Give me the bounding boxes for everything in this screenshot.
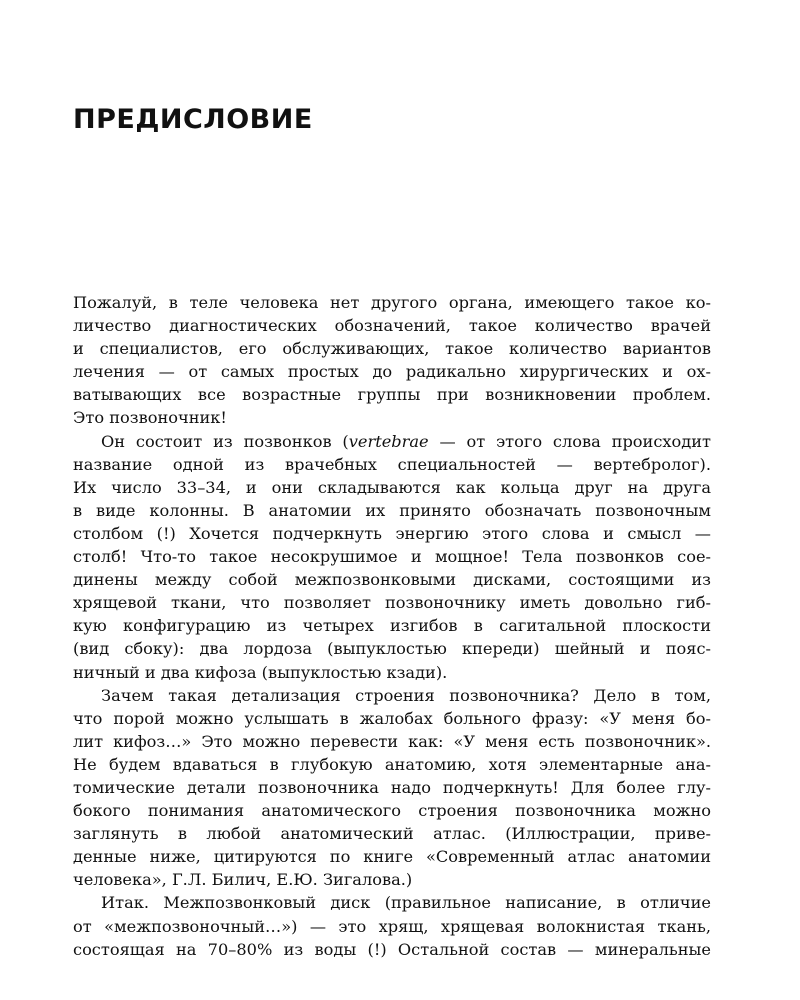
text-line: Их число 33–34, и они складываются как кольца друг на друга	[73, 477, 711, 497]
text-line: от «межпозвоночный…») — это хрящ, хрящевая волокнистая ткань,	[73, 916, 711, 936]
text-segment: Он состоит из позвонков (	[101, 431, 349, 451]
text-line: хрящевой ткани, что позволяет позвоночнику иметь довольно гиб-	[73, 593, 711, 613]
paragraph-4	[73, 891, 711, 960]
text-line: личество диагностических обозначений, такое количество врачей	[73, 316, 711, 336]
text-line: человека», Г.Л. Билич, Е.Ю. Зигалова.)	[73, 870, 413, 890]
body-text	[73, 291, 711, 961]
text-line: кую конфигурацию из четырех изгибов в сагитальной плоскости	[73, 616, 711, 636]
text-line: заглянуть в любой анатомический атлас. (Иллюстрации, приве-	[73, 824, 711, 844]
text-line: в виде колонны. В анатомии их принято обозначать позвоночным	[73, 500, 711, 520]
text-line: столб! Что-то такое несокрушимое и мощное! Тела позвонков сое-	[73, 547, 711, 567]
text-line: состоящая на 70–80% из воды (!) Остальной состав — минеральные	[73, 939, 711, 959]
text-line: томические детали позвоночника надо подчеркнуть! Для более глу-	[73, 777, 711, 797]
text-line: лечения — от самых простых до радикально хирургических и ох-	[73, 362, 711, 382]
text-line: что порой можно услышать в жалобах больного фразу: «У меня бо-	[73, 708, 711, 728]
text-segment: — от этого слова происходит	[428, 431, 711, 451]
text-line: (вид сбоку): два лордоза (выпуклостью кпереди) шейный и пояс-	[73, 639, 711, 659]
text-line: ватывающих все возрастные группы при возникновении проблем.	[73, 385, 711, 405]
text-line: Зачем такая детализация строения позвоночника? Дело в том,	[101, 685, 711, 705]
text-line: Не будем вдаваться в глубокую анатомию, хотя элементарные ана-	[73, 754, 711, 774]
text-line: ничный и два кифоза (выпуклостью кзади).	[73, 662, 448, 682]
latin-term: vertebrae	[348, 431, 429, 451]
paragraph-3	[73, 684, 711, 892]
text-line: столбом (!) Хочется подчеркнуть энергию этого слова и смысл —	[73, 523, 711, 543]
text-line: и специалистов, его обслуживающих, такое количество вариантов	[73, 339, 711, 359]
text-line: Это позвоночник!	[73, 408, 227, 428]
text-line: динены между собой межпозвонковыми дисками, состоящими из	[73, 570, 711, 590]
text-line	[73, 430, 711, 453]
text-line: Итак. Межпозвонковый диск (правильное написание, в отличие	[101, 893, 711, 913]
page-heading: ПРЕДИСЛОВИЕ	[73, 104, 313, 135]
text-line: денные ниже, цитируются по книге «Современный атлас анатомии	[73, 847, 711, 867]
text-line: Пожалуй, в теле человека нет другого органа, имеющего такое ко-	[73, 293, 711, 312]
paragraph-1	[73, 291, 711, 430]
paragraph-2	[73, 430, 711, 684]
text-line: название одной из врачебных специальностей — вертебролог).	[73, 454, 711, 474]
text-line: лит кифоз…» Это можно перевести как: «У меня есть позвоночник».	[73, 731, 711, 751]
text-line: бокого понимания анатомического строения позвоночника можно	[73, 801, 711, 821]
